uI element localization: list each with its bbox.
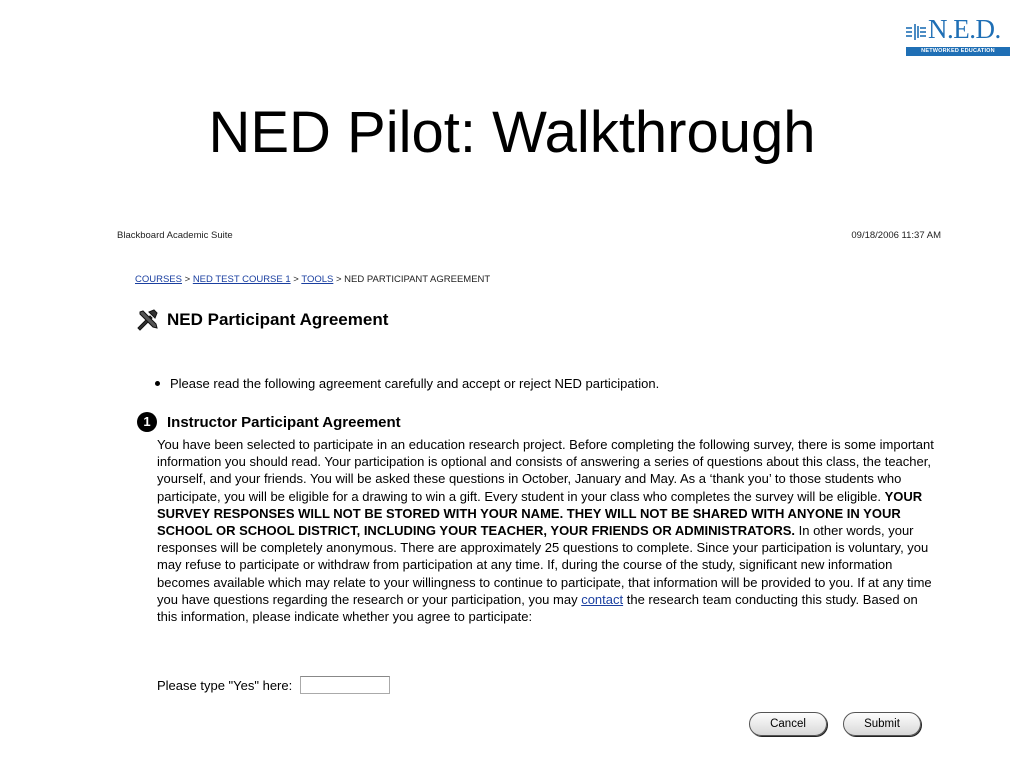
bullet-icon [155,381,160,386]
contact-link[interactable]: contact [581,591,624,607]
breadcrumb-separator: > [333,274,345,285]
submit-button[interactable]: Submit [843,712,921,736]
logo-tagline: NETWORKED EDUCATION DATABASE [906,47,1010,56]
logo-brand: N.E.D. [928,14,1001,44]
breadcrumb [135,274,490,285]
page-heading [135,308,388,332]
yes-prompt-label: Please type "Yes" here: [157,677,293,693]
ned-logo [904,14,1014,63]
agreement-text-part3: the research team conducting this study. Based on this information, please indicate whether you agree to participate: [157,591,918,625]
agreement-text-part2: In other words, your responses will be completely anonymous. There are approximately 25 questions to complete. Since your participation is voluntary, you may refuse to participate or withdraw from participation at any time. If, during the course of the study, significant new information becomes available which may relate to your willingness to continue to participate, that information will be provided to you. If at any time you have questions regarding the research or your participation, you may [157,523,932,607]
tools-icon [135,308,161,332]
section-heading [137,412,401,432]
slide-title: NED Pilot: Walkthrough [208,100,816,165]
agreement-text-bold: YOUR SURVEY RESPONSES WILL NOT BE STORED WITH YOUR NAME. THEY WILL NOT BE SHARED WITH ANYONE IN YOUR SCHOOL OR SCHOOL DISTRICT, INCLUDING YOUR TEACHER, YOUR FRIENDS OR ADMINISTRATORS. [157,488,923,539]
breadcrumb-tools-link[interactable]: TOOLS [301,274,334,285]
breadcrumb-course-link[interactable]: NED TEST COURSE 1 [192,274,291,285]
instruction-text: Please read the following agreement carefully and accept or reject NED participation. [170,376,660,391]
breadcrumb-separator: > [181,274,193,285]
blackboard-screenshot [117,226,947,756]
app-name: Blackboard Academic Suite [117,230,233,241]
cancel-button[interactable]: Cancel [749,712,827,736]
breadcrumb-current: NED PARTICIPANT AGREEMENT [344,274,491,285]
instruction-item [155,376,659,391]
page-title: NED Participant Agreement [167,310,389,329]
breadcrumb-separator: > [290,274,302,285]
agreement-text [157,436,937,625]
timestamp: 09/18/2006 11:37 AM [851,230,941,241]
network-icon [904,20,928,44]
agreement-text-part1: You have been selected to participate in an education research project. Before completing the following survey, there is some important information you should read. Your participation is optional and consists of answering a series of questions about this class, the teacher, yourself, and your friends. You will be asked these questions in October, January and May. As a ‘thank you’ to those students who participate, you will be eligible for a drawing to win a gift. Every student in your class who completes the survey will be eligible. [157,437,934,504]
section-title: Instructor Participant Agreement [167,413,401,431]
yes-input[interactable] [300,676,390,694]
step-number-badge: 1 [137,412,157,432]
breadcrumb-courses-link[interactable]: COURSES [135,274,182,285]
yes-row [157,676,390,694]
